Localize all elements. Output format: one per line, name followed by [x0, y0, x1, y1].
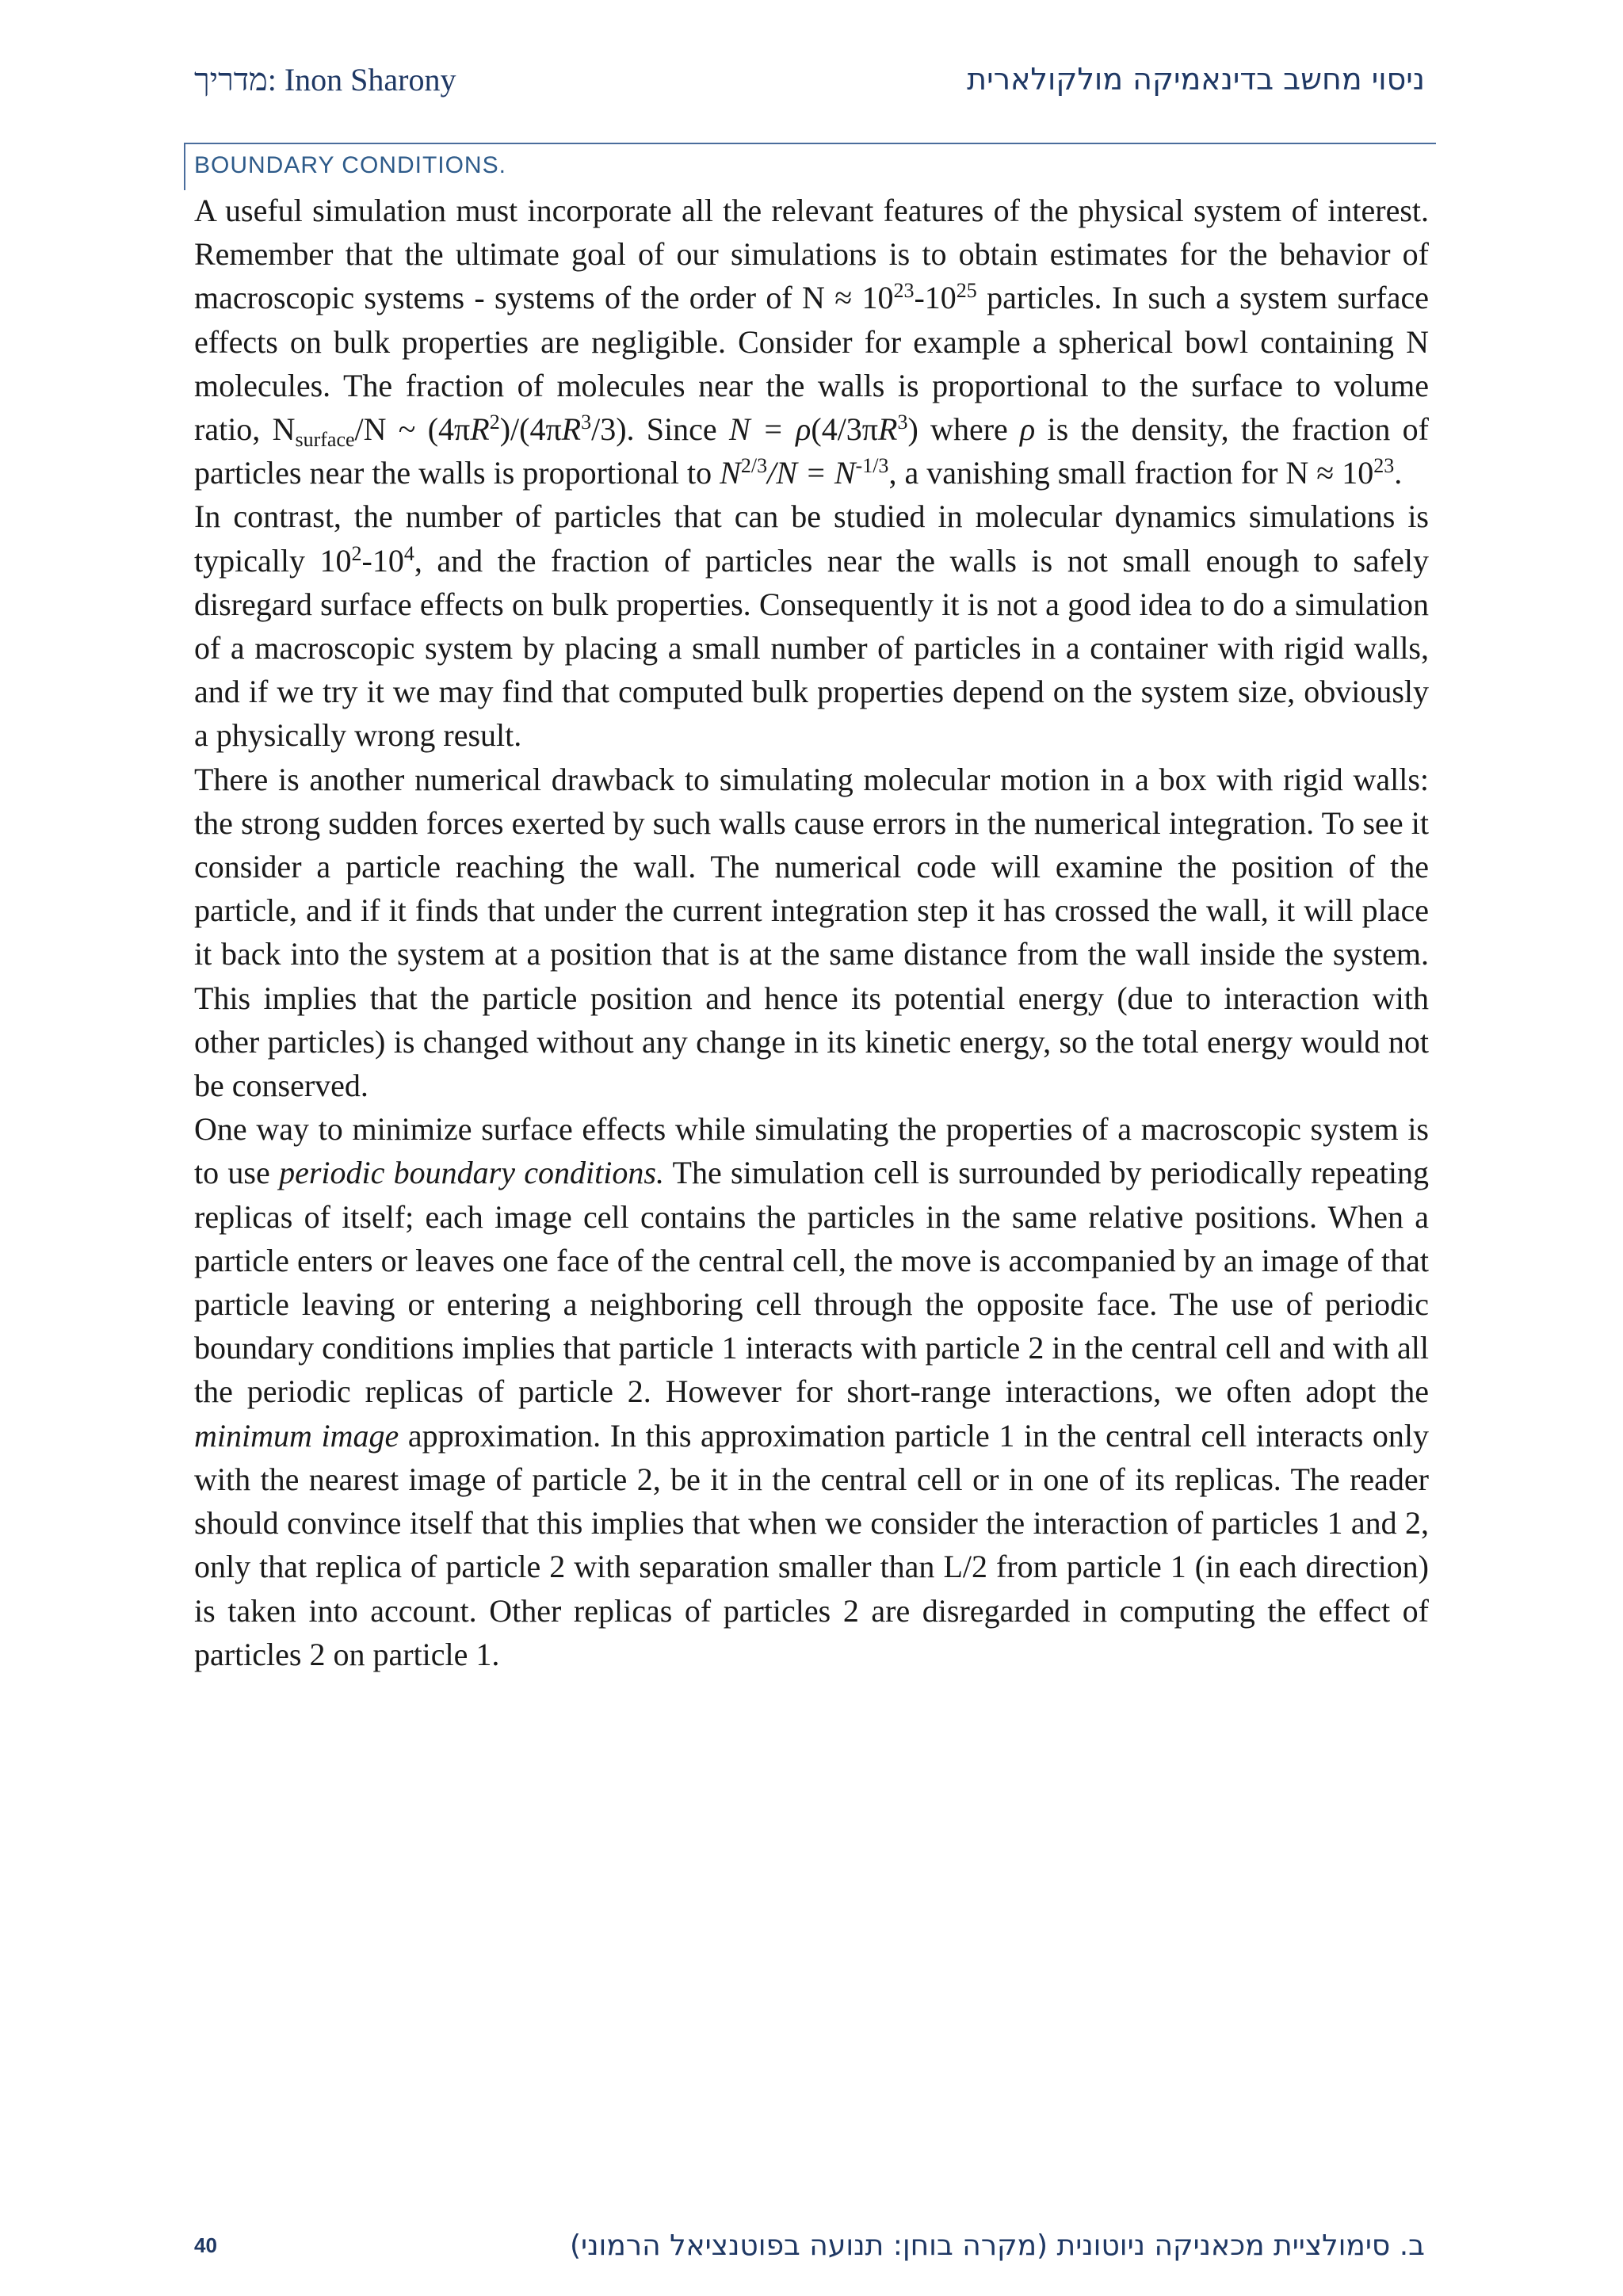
page-header [194, 55, 1425, 103]
paragraph-1: A useful simulation must incorporate all the relevant features of the physical system of interest. Remember that the ultimate goal of our simulations is to obtain estimates for the behavior of macroscopic systems - systems of the order of $N \approx 10^{23}-10^{25}$ particles. In such a system surface effects on bulk properties are negligible. Consider for example a spherical bowl containing N molecules. The fraction of molecules near the walls is proportional to the surface to volume ratio, $N_{surface}/N$ ~ $(4\pi R^2)/(4\pi R^3/3)$. Since $N = \rho(4/3\pi R^3)$ where ρ is the density, the fraction of particles near the walls is proportional to $N^{2/3}/N = N^{-1/3}$, a vanishing small fraction for $N \approx 10^{23}$. [194, 193, 1429, 491]
page-footer [194, 2225, 1425, 2265]
footer-chapter-title: ב. סימולציית מכאניקה ניוטונית (מקרה בוחן: תנועה בפוטנציאל הרמוני) [570, 2229, 1425, 2262]
paragraph-4: One way to minimize surface effects while simulating the properties of a macroscopic system is to use periodic boundary conditions. The simulation cell is surrounded by periodically repeating replicas of itself; each image cell contains the particles in the same relative positions. When a particle enters or leaves one face of the central cell, the move is accompanied by an image of that particle leaving or entering a neighboring cell through the opposite face. The use of periodic boundary conditions implies that particle 1 interacts with particle 2 in the central cell and with all the periodic replicas of particle 2. However for short-range interactions, we often adopt the minimum image approximation. In this approximation particle 1 in the central cell interacts only with the nearest image of particle 2, be it in the central cell or in one of its replicas. The reader should convince itself that this implies that when we consider the interaction of particles 1 and 2, only that replica of particle 2 with separation smaller than L/2 from particle 1 (in each direction) is taken into account. Other replicas of particles 2 are disregarded in computing the effect of particles 2 on particle 1. [194, 1111, 1430, 1672]
header-instructor: Inon Sharony :מדריך [194, 61, 456, 97]
page-number: 40 [194, 2233, 217, 2257]
section-heading: BOUNDARY CONDITIONS. [194, 152, 506, 178]
paragraph-3: There is another numerical drawback to simulating molecular motion in a box with rigid walls: the strong sudden forces exerted by such walls cause errors in the numerical integration. To see it consider a particle reaching the wall. The numerical code will examine the position of the particle, and if it finds that under the current integration step it has crossed the wall, it will place it back into the system at a position that is at the same distance from the wall inside the system. This implies that the particle position and hence its potential energy (due to interaction with other particles) is changed without any change in its kinetic energy, so the total energy would not be conserved. [194, 761, 1429, 1104]
body-text [194, 189, 1429, 1676]
header-course-title: ניסוי מחשב בדינאמיקה מולקולארית [967, 62, 1425, 97]
paragraph-2: In contrast, the number of particles that can be studied in molecular dynamics simulations is typically $10^2-10^4$, and the fraction of particles near the walls is not small enough to safely disregard surface effects on bulk properties. Consequently it is not a good idea to do a simulation of a macroscopic system by placing a small number of particles in a container with rigid walls, and if we try it we may find that computed bulk properties depend on the system size, obviously a physically wrong result. [194, 499, 1429, 754]
